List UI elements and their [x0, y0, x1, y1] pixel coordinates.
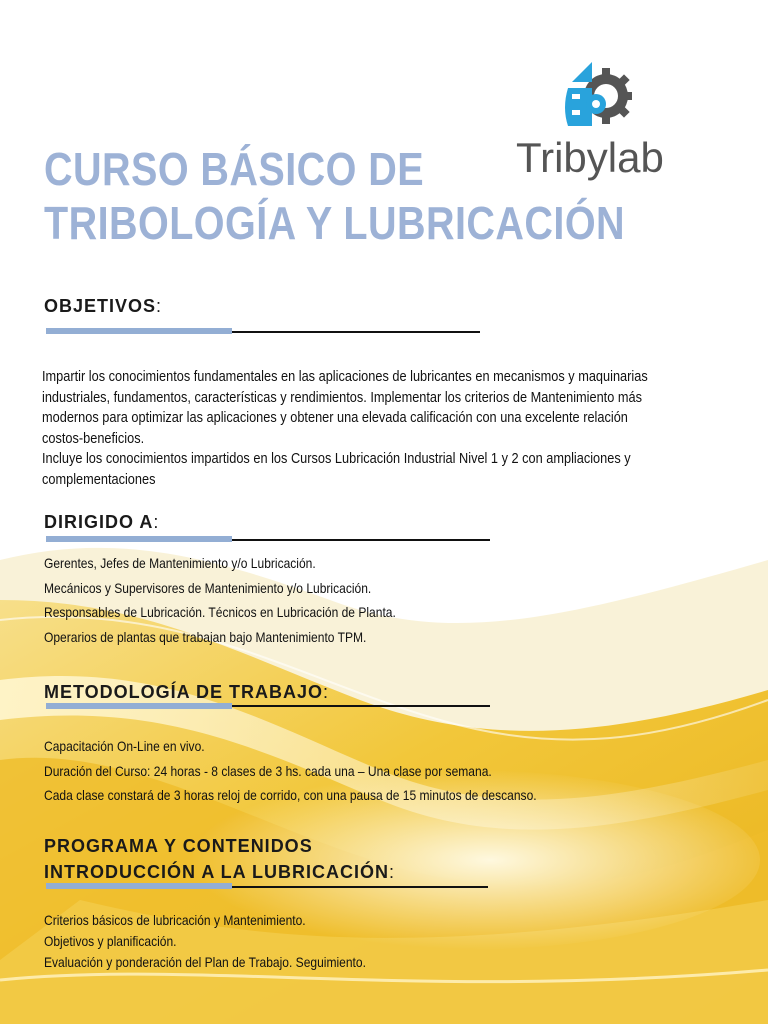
course-title-line-2: TRIBOLOGÍA Y LUBRICACIÓN [44, 197, 626, 249]
section-heading-metodologia: METODOLOGÍA DE TRABAJO: [44, 682, 330, 702]
section-divider [232, 539, 490, 541]
list-item: Duración del Curso: 24 horas - 8 clases de 3 hs. cada una – Una clase por semana. [44, 762, 492, 779]
section-accent-bar [46, 703, 232, 709]
section-divider [232, 331, 480, 333]
list-item: Responsables de Lubricación. Técnicos en Lubricación de Planta. [44, 604, 396, 620]
list-item: Criterios básicos de lubricación y Mantenimiento. [44, 912, 306, 928]
list-item: Gerentes, Jefes de Mantenimiento y/o Lubricación. [44, 555, 316, 571]
text-line: Impartir los conocimientos fundamentales en las aplicaciones de lubricantes en mecanismos y maquinarias [42, 369, 648, 385]
list-item: Mecánicos y Supervisores de Mantenimiento y/o Lubricación. [44, 579, 372, 596]
dirigido-list [44, 555, 396, 653]
text-line: costos-beneficios. [42, 430, 145, 447]
gear-drop-logo-icon [562, 48, 638, 132]
section-accent-bar [46, 883, 232, 889]
text-line: industriales, fundamentos, características y rendimientos. Implementar los criterios de Mantenimiento más [42, 389, 642, 406]
section-accent-bar [46, 328, 232, 334]
programa-list [44, 910, 366, 973]
section-heading-introduccion: INTRODUCCIÓN A LA LUBRICACIÓN: [44, 862, 395, 882]
list-item: Evaluación y ponderación del Plan de Trabajo. Seguimiento. [44, 954, 366, 970]
section-heading-objetivos: OBJETIVOS: [44, 296, 163, 316]
list-item: Operarios de plantas que trabajan bajo Mantenimiento TPM. [44, 628, 367, 645]
text-line: modernos para optimizar las aplicaciones y obtener una elevada calificación con una excelente relación [42, 410, 628, 426]
section-divider [232, 705, 490, 707]
section-divider [232, 886, 488, 888]
section-heading-programa: PROGRAMA Y CONTENIDOS [44, 836, 313, 856]
course-title-line-1: CURSO BÁSICO DE [44, 143, 425, 195]
list-item: Capacitación On-Line en vivo. [44, 738, 205, 754]
tribylab-logo [516, 48, 686, 188]
metodologia-list [44, 738, 537, 812]
list-item: Cada clase constará de 3 horas reloj de corrido, con una pausa de 15 minutos de descanso. [44, 787, 537, 803]
text-line: Incluye los conocimientos impartidos en los Cursos Lubricación Industrial Nivel 1 y 2 con ampliaciones y [42, 451, 631, 467]
list-item: Objetivos y planificación. [44, 933, 177, 949]
section-heading-dirigido: DIRIGIDO A: [44, 512, 160, 532]
text-line: complementaciones [42, 471, 156, 488]
section-accent-bar [46, 536, 232, 542]
objetivos-text [42, 367, 648, 490]
logo-wordmark: Tribylab [516, 134, 664, 181]
